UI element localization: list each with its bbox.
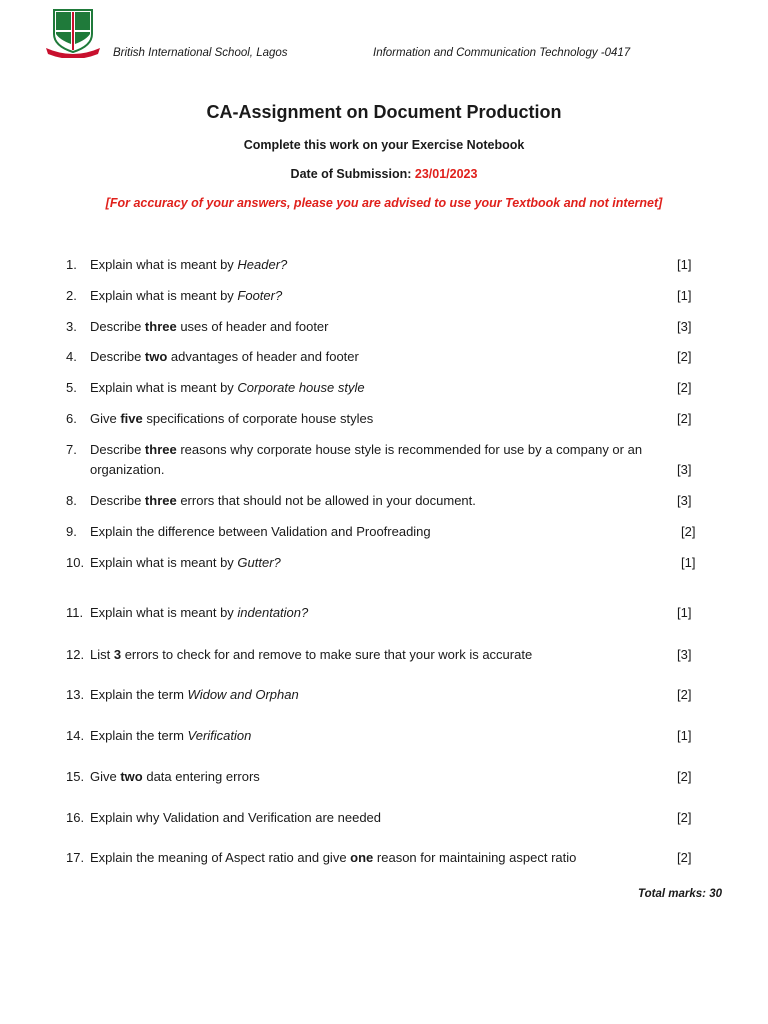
question-text: Explain the term Widow and Orphan bbox=[90, 687, 299, 702]
question-marks: [2] bbox=[677, 687, 692, 702]
question-marks: [2] bbox=[681, 524, 696, 539]
question-number: 13. bbox=[66, 687, 85, 702]
question-number: 16. bbox=[66, 810, 85, 825]
question-marks: [1] bbox=[681, 555, 696, 570]
question-text: List 3 errors to check for and remove to make sure that your work is accurate bbox=[90, 647, 533, 662]
question-marks: [3] bbox=[677, 647, 692, 662]
question-number: 9. bbox=[66, 524, 77, 539]
question-marks: [1] bbox=[677, 257, 692, 272]
question-number: 11. bbox=[66, 605, 84, 620]
submission-date: Date of Submission: 23/01/2023 bbox=[290, 167, 478, 181]
question-text: Explain the term Verification bbox=[90, 728, 252, 743]
school-name: British International School, Lagos bbox=[113, 47, 288, 59]
question-marks: [1] bbox=[677, 728, 692, 743]
question-text: Explain what is meant by Header? bbox=[90, 257, 288, 272]
question-text: Describe two advantages of header and footer bbox=[90, 349, 359, 364]
school-crest-logo bbox=[44, 8, 102, 58]
question-marks: [2] bbox=[677, 810, 692, 825]
question-number: 14. bbox=[66, 728, 85, 743]
question-text: Describe three uses of header and footer bbox=[90, 319, 329, 334]
question-text: Explain what is meant by Gutter? bbox=[90, 555, 281, 570]
question-number: 12. bbox=[66, 647, 85, 662]
question-number: 2. bbox=[66, 288, 77, 303]
question-number: 5. bbox=[66, 380, 77, 395]
question-marks: [2] bbox=[677, 349, 692, 364]
question-marks: [3] bbox=[677, 493, 692, 508]
question-marks: [2] bbox=[677, 380, 692, 395]
question-number: 3. bbox=[66, 319, 77, 334]
question-marks: [2] bbox=[677, 850, 692, 865]
question-marks: [3] bbox=[677, 462, 692, 477]
question-text: Explain why Validation and Verification are needed bbox=[90, 810, 382, 825]
submission-value: 23/01/2023 bbox=[414, 167, 478, 181]
question-number: 6. bbox=[66, 411, 77, 426]
question-marks: [1] bbox=[677, 605, 692, 620]
page-subtitle: Complete this work on your Exercise Notebook bbox=[243, 138, 525, 152]
question-text: Give five specifications of corporate house styles bbox=[90, 411, 374, 426]
question-text: Explain what is meant by Footer? bbox=[90, 288, 283, 303]
question-number: 7. bbox=[66, 442, 77, 457]
question-number: 10. bbox=[66, 555, 85, 570]
accuracy-note: [For accuracy of your answers, please you are advised to use your Textbook and not internet] bbox=[105, 196, 663, 210]
question-text: Describe three reasons why corporate house style is recommended for use by a company or an organization. bbox=[90, 442, 643, 477]
question-marks: [3] bbox=[677, 319, 692, 334]
question-number: 17. bbox=[66, 850, 85, 865]
submission-label: Date of Submission bbox=[290, 167, 408, 181]
question-number: 1. bbox=[66, 257, 77, 272]
question-text: Describe three errors that should not be allowed in your document. bbox=[90, 493, 476, 508]
question-text: Give two data entering errors bbox=[90, 769, 260, 784]
question-text: Explain the meaning of Aspect ratio and give one reason for maintaining aspect ratio bbox=[90, 850, 577, 865]
question-text: Explain what is meant by Corporate house style bbox=[90, 380, 365, 395]
question-text: Explain the difference between Validation and Proofreading bbox=[90, 524, 431, 539]
question-text: Explain what is meant by indentation? bbox=[90, 605, 309, 620]
question-marks: [2] bbox=[677, 411, 692, 426]
question-number: 15. bbox=[66, 769, 85, 784]
question-marks: [1] bbox=[677, 288, 692, 303]
total-marks: Total marks: 30 bbox=[638, 888, 722, 900]
subject-name: Information and Communication Technology -0417 bbox=[373, 47, 631, 59]
question-number: 4. bbox=[66, 349, 77, 364]
question-number: 8. bbox=[66, 493, 77, 508]
page-title: CA-Assignment on Document Production bbox=[206, 102, 562, 122]
question-marks: [2] bbox=[677, 769, 692, 784]
